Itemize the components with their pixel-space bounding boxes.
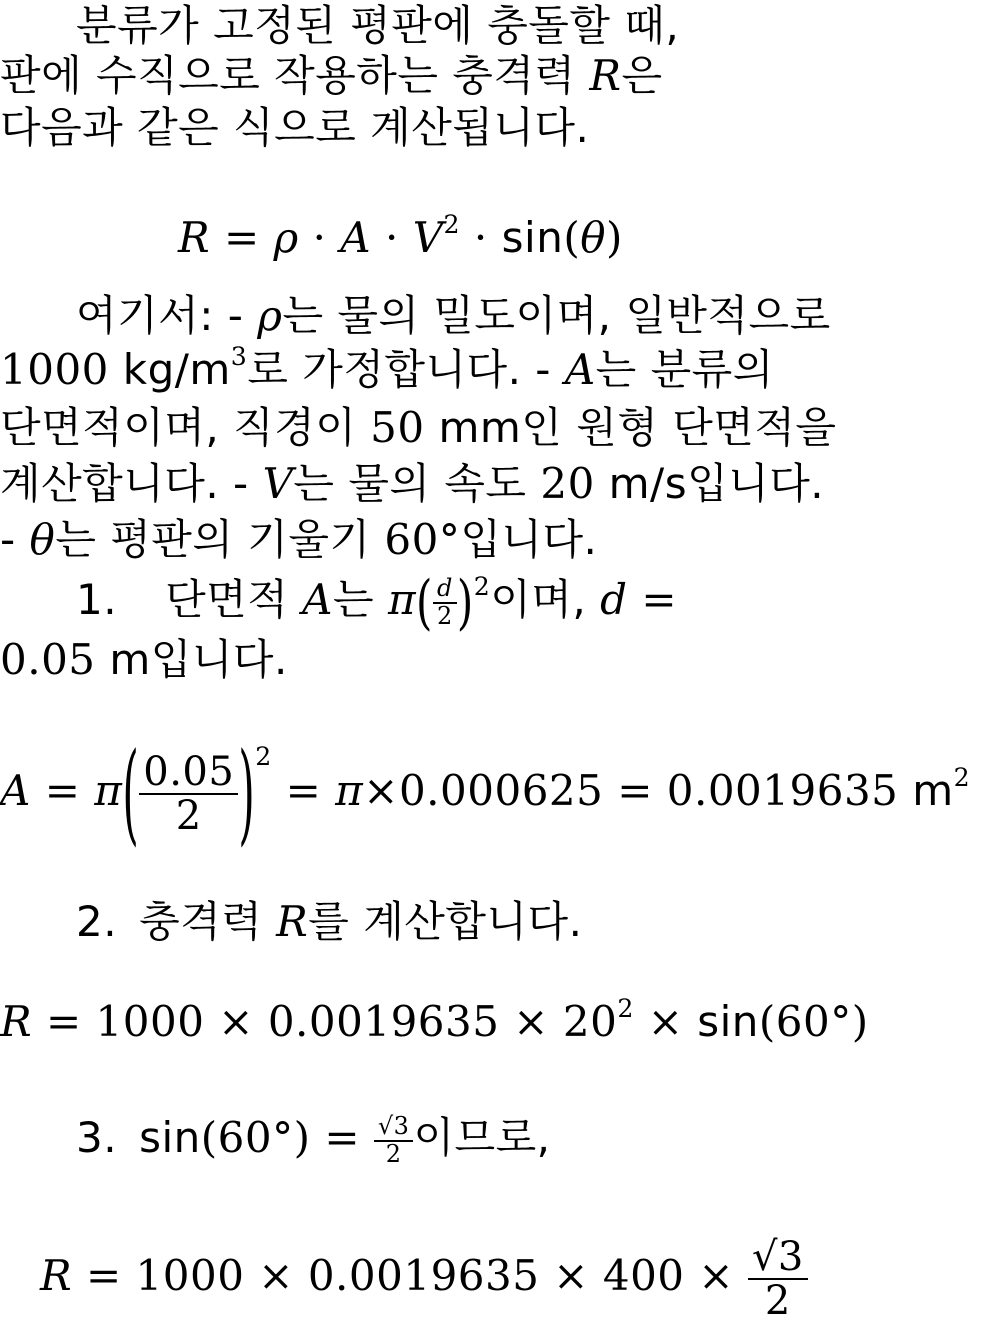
def-text: 로 가정합니다. - xyxy=(247,345,565,394)
final-formula xyxy=(40,1222,808,1330)
af-eq: = xyxy=(603,766,667,815)
intro-suffix: 은 xyxy=(621,51,663,100)
frac-den: 2 xyxy=(764,1277,791,1324)
rf-times: × xyxy=(204,997,268,1046)
left-paren: ( xyxy=(416,567,433,637)
right-paren: ) xyxy=(456,567,474,637)
mf-v-exp: 2 xyxy=(443,210,461,240)
intro-line-3 xyxy=(0,104,589,152)
step-text: 이므로, xyxy=(413,1113,551,1162)
step-sin: sin xyxy=(139,1113,201,1162)
intro-text-2: 판에 수직으로 작용하는 충격력 xyxy=(0,51,590,100)
ff-n1: 1000 xyxy=(135,1251,245,1300)
step-arg: (60°) xyxy=(200,1113,311,1162)
def-line-2 xyxy=(0,342,774,400)
mf-sin: sin xyxy=(501,213,564,262)
af-mid: 0.000625 xyxy=(398,766,604,815)
af-exp: 2 xyxy=(255,741,272,771)
area-fraction xyxy=(139,748,238,839)
def-text: 는 물의 속도 xyxy=(293,459,541,508)
def-text: 는 평판의 기울기 xyxy=(55,515,385,564)
main-formula xyxy=(178,210,623,268)
frac-den: 2 xyxy=(385,1139,402,1168)
def-text: 입니다. xyxy=(460,515,598,564)
rf-times: × xyxy=(499,997,563,1046)
def-num: 50 xyxy=(370,403,425,452)
step-d: d xyxy=(600,575,628,624)
def-unit: mm xyxy=(424,403,522,452)
area-formula xyxy=(0,728,971,856)
mf-dot: · xyxy=(460,213,502,262)
step-text: 충격력 xyxy=(139,897,277,946)
ff-eq: = xyxy=(72,1251,136,1300)
final-fraction xyxy=(748,1233,808,1324)
frac-num: 0.05 xyxy=(139,751,238,795)
frac-num: d xyxy=(433,576,457,603)
def-text: 인 원형 단면적을 xyxy=(521,403,837,452)
var-r: R xyxy=(589,51,622,100)
def-unit: m/s xyxy=(594,459,688,508)
def-text: 계산합니다. - xyxy=(0,459,263,508)
step-text: 단면적 xyxy=(165,575,303,624)
step-text: 는 xyxy=(333,575,388,624)
step-text: 입니다. xyxy=(150,635,288,684)
frac-den: 2 xyxy=(175,792,202,839)
rf-n2: 0.0019635 xyxy=(267,997,500,1046)
intro-text-1: 분류가 고정된 평판에 충돌할 때, xyxy=(76,1,680,50)
mf-a: A xyxy=(340,213,372,262)
rf-arg: (60°) xyxy=(758,997,869,1046)
def-var: θ xyxy=(29,515,56,564)
def-text: 여기서: - xyxy=(76,291,258,340)
def-var: ρ xyxy=(257,291,283,340)
frac-den: 2 xyxy=(436,601,453,630)
step2-line xyxy=(76,898,582,946)
left-paren: ( xyxy=(122,728,140,856)
rf-n3: 20 xyxy=(562,997,618,1046)
ff-times: × xyxy=(244,1251,308,1300)
af-result: 0.0019635 xyxy=(666,766,899,815)
mf-paren: ) xyxy=(606,213,623,262)
af-unit-exp: 2 xyxy=(953,763,971,793)
step-label: 2. xyxy=(76,897,118,946)
step-text: 를 계산합니다. xyxy=(308,897,583,946)
rf-times: × xyxy=(633,997,698,1046)
ff-times: × xyxy=(684,1251,748,1300)
def-unit: kg/m xyxy=(108,345,231,394)
def-line-3 xyxy=(0,404,837,452)
mf-lhs: R xyxy=(178,213,211,262)
af-pi: π xyxy=(335,766,364,815)
rf-sin: sin xyxy=(697,997,759,1046)
step-label: 3. xyxy=(76,1113,118,1162)
step-value: 0.05 xyxy=(0,635,96,684)
step1-line-1 xyxy=(76,567,678,637)
def-line-5 xyxy=(0,516,597,564)
af-times: × xyxy=(363,766,399,815)
ff-n3: 400 xyxy=(602,1251,685,1300)
def-var: V xyxy=(262,459,294,508)
frac-num: √3 xyxy=(748,1236,808,1280)
frac-num: √3 xyxy=(374,1114,414,1141)
step-exp: 2 xyxy=(473,572,491,602)
step-pi: π xyxy=(387,575,417,624)
step-label: 1. xyxy=(76,575,118,624)
right-paren: ) xyxy=(238,728,256,856)
mf-dot: · xyxy=(298,213,341,262)
def-text: - xyxy=(0,515,30,564)
ff-times: × xyxy=(539,1251,603,1300)
def-text: 는 물의 밀도이며, 일반적으로 xyxy=(282,291,831,340)
step-eq: = xyxy=(627,575,678,624)
def-text: 단면적이며, 직경이 xyxy=(0,403,371,452)
intro-line-1 xyxy=(76,2,679,50)
mf-theta: θ xyxy=(580,213,606,262)
mf-paren: ( xyxy=(563,213,581,262)
def-num: 60° xyxy=(384,515,461,564)
af-lhs: A xyxy=(0,766,31,815)
intro-line-2 xyxy=(0,52,663,100)
def-exp: 3 xyxy=(230,342,248,372)
def-var: A xyxy=(564,345,596,394)
def-line-4 xyxy=(0,460,824,508)
sqrt3-over-2-fraction xyxy=(374,1114,414,1166)
r-formula xyxy=(0,994,869,1052)
step3-line xyxy=(76,1106,551,1170)
def-text: 는 분류의 xyxy=(595,345,774,394)
step-unit: m xyxy=(95,635,151,684)
def-line-1 xyxy=(76,292,831,340)
ff-n2: 0.0019635 xyxy=(307,1251,540,1300)
mf-dot: · xyxy=(371,213,413,262)
step-var: R xyxy=(276,897,309,946)
af-pi: π xyxy=(94,766,123,815)
intro-text-3: 다음과 같은 식으로 계산됩니다. xyxy=(0,103,590,152)
def-num: 20 xyxy=(540,459,595,508)
af-eq: = xyxy=(30,766,95,815)
step-eq: = xyxy=(310,1113,374,1162)
rf-n1: 1000 xyxy=(95,997,205,1046)
rf-lhs: R xyxy=(0,997,33,1046)
mf-eq: = xyxy=(210,213,274,262)
rf-eq: = xyxy=(32,997,96,1046)
rf-exp: 2 xyxy=(617,994,634,1024)
mf-rho: ρ xyxy=(273,213,299,262)
af-eq: = xyxy=(271,766,336,815)
def-text: 입니다. xyxy=(687,459,825,508)
af-unit: m xyxy=(898,766,954,815)
ff-lhs: R xyxy=(40,1251,73,1300)
d-over-2-fraction xyxy=(433,576,457,628)
def-num: 1000 xyxy=(0,345,109,394)
step-text: 이며, xyxy=(490,575,601,624)
mf-v: V xyxy=(412,213,444,262)
step-var: A xyxy=(302,575,333,624)
